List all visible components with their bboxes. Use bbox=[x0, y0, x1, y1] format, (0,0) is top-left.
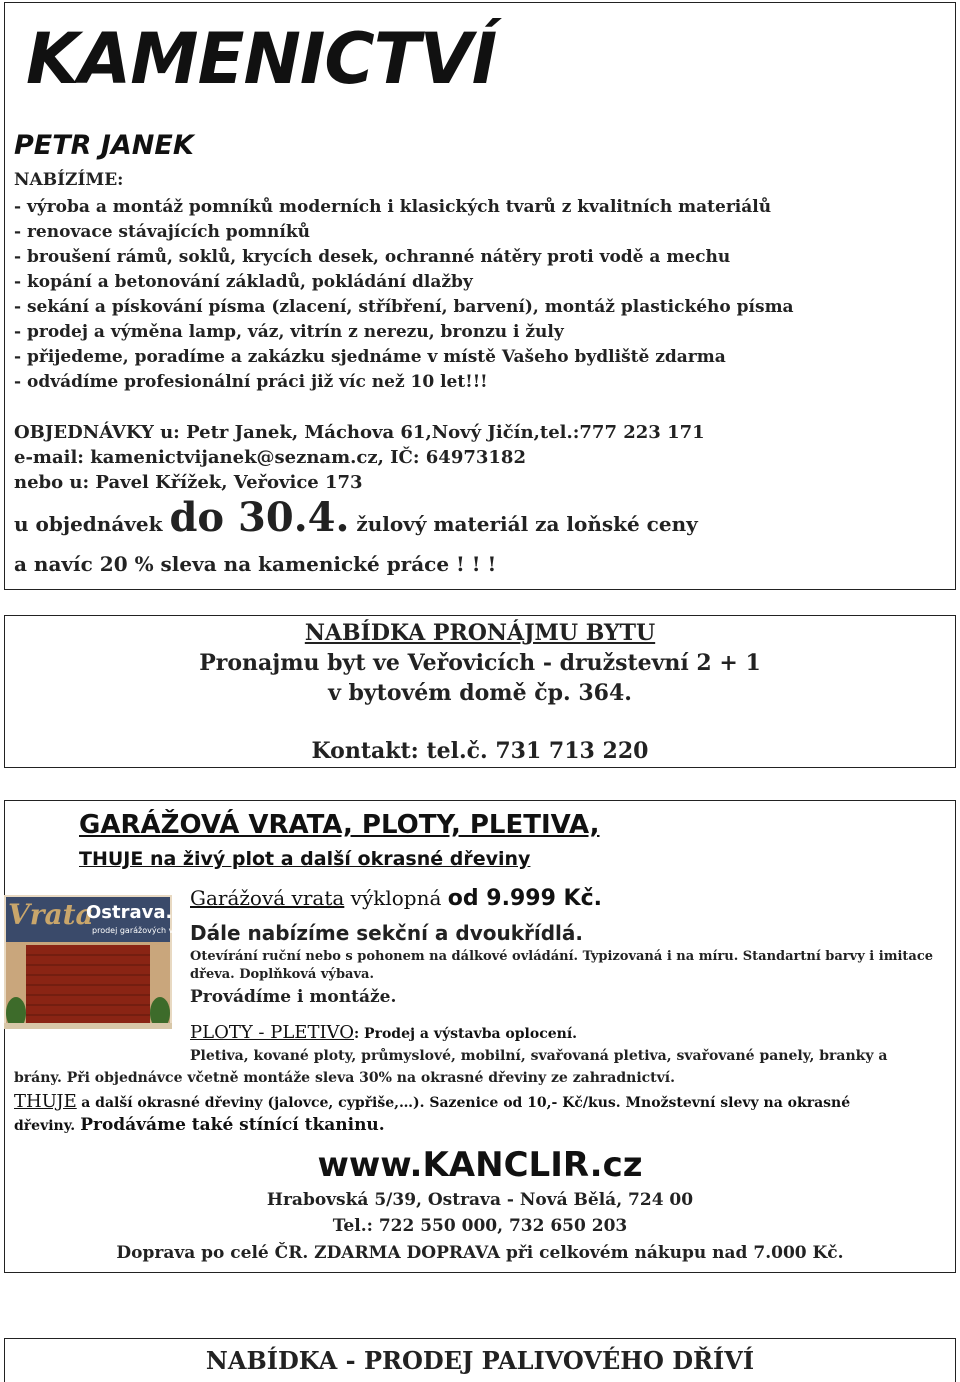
fence-desc-2: brány. Při objednávce včetně montáže sleva 30% na okrasné dřeviny ze zahradnictví. bbox=[14, 1070, 675, 1086]
fence-link[interactable]: PLOTY - PLETIVO bbox=[190, 1022, 354, 1043]
email-contact: e-mail: kamenictvijanek@seznam.cz, IČ: 64973182 bbox=[14, 447, 526, 468]
website-link[interactable]: www.KANCLIR.cz bbox=[317, 1145, 643, 1185]
logo-word: Vrata bbox=[8, 898, 94, 931]
thuje-text: a další okrasné dřeviny (jalovce, cypřiše,…). Sazenice od 10,- Kč/kus. Množstevní slevy na okrasné bbox=[81, 1095, 851, 1111]
gate-link[interactable]: Garážová vrata bbox=[190, 886, 345, 910]
ad-title: KAMENICTVÍ bbox=[26, 18, 497, 100]
service-item: - broušení rámů, soklů, krycích desek, ochranné nátěry proti vodě a mechu bbox=[14, 247, 731, 267]
firewood-heading: NABÍDKA - PRODEJ PALIVOVÉHO DŘÍVÍ bbox=[205, 1346, 755, 1375]
thuje-offer-2 bbox=[14, 1115, 385, 1135]
sectional-offer: Dále nabízíme sekční a dvoukřídlá. bbox=[190, 921, 584, 945]
orders-contact: OBJEDNÁVKY u: Petr Janek, Máchova 61,Nový Jičín,tel.:777 223 171 bbox=[14, 422, 705, 443]
offer-heading: NABÍZÍME: bbox=[14, 170, 124, 190]
alt-contact: nebo u: Pavel Křížek, Veřovice 173 bbox=[14, 472, 363, 493]
garage-phone: Tel.: 722 550 000, 732 650 203 bbox=[332, 1216, 628, 1236]
rental-heading: NABÍDKA PRONÁJMU BYTU bbox=[304, 620, 656, 646]
promo-line bbox=[14, 494, 698, 541]
service-item: - odvádíme profesionální práci již víc než 10 let!!! bbox=[14, 372, 488, 392]
garage-delivery: Doprava po celé ČR. ZDARMA DOPRAVA při celkovém nákupu nad 7.000 Kč. bbox=[116, 1243, 844, 1263]
thuje-link[interactable]: THUJE bbox=[14, 1091, 77, 1112]
promo-prefix: u objednávek bbox=[14, 512, 163, 536]
service-item: - sekání a pískování písma (zlacení, stříbření, barvení), montáž plastického písma bbox=[14, 297, 794, 317]
rental-contact: Kontakt: tel.č. 731 713 220 bbox=[311, 738, 649, 764]
fence-desc-1: Pletiva, kované ploty, průmyslové, mobilní, svařovaná pletiva, svařované panely, branky a bbox=[190, 1048, 888, 1064]
promo-date: do 30.4. bbox=[169, 494, 350, 541]
gate-desc-1: Otevírání ruční nebo s pohonem na dálkové ovládání. Typizovaná i na míru. Standartní barvy i imitace bbox=[190, 949, 934, 964]
thuje-offer bbox=[14, 1091, 850, 1112]
gate-offer bbox=[190, 886, 602, 911]
garage-address: Hrabovská 5/39, Ostrava - Nová Bělá, 724 00 bbox=[266, 1190, 694, 1210]
service-item: - přijedeme, poradíme a zakázku sjednáme v místě Vašeho bydliště zdarma bbox=[14, 347, 726, 367]
shade-offer: Prodáváme také stínící tkaninu. bbox=[80, 1115, 385, 1135]
garage-subheading: THUJE na živý plot a další okrasné dřeviny bbox=[79, 848, 531, 870]
gate-text: výklopná bbox=[350, 886, 442, 910]
promo-suffix: žulový materiál za loňské ceny bbox=[356, 512, 698, 536]
logo-brand: Ostrava.cz bbox=[86, 902, 194, 923]
discount-line: a navíc 20 % sleva na kamenické práce ! ! ! bbox=[14, 552, 497, 576]
service-item: - kopání a betonování základů, pokládání dlažby bbox=[14, 272, 473, 292]
logo-tagline: prodej garážových vrat bbox=[92, 926, 185, 935]
gate-price: od 9.999 Kč. bbox=[447, 886, 602, 911]
owner-name: PETR JANEK bbox=[14, 130, 194, 161]
service-item: - výroba a montáž pomníků moderních i klasických tvarů z kvalitních materiálů bbox=[14, 197, 772, 217]
install-note: Provádíme i montáže. bbox=[190, 987, 397, 1007]
service-item: - prodej a výměna lamp, váz, vitrín z nerezu, bronzu i žuly bbox=[14, 322, 564, 342]
service-item: - renovace stávajících pomníků bbox=[14, 222, 310, 242]
thuje-text-2: dřeviny. bbox=[14, 1118, 76, 1134]
rental-line2: v bytovém domě čp. 364. bbox=[328, 680, 632, 706]
fence-text: : Prodej a výstavba oplocení. bbox=[354, 1026, 578, 1042]
rental-line1: Pronajmu byt ve Veřovicích - družstevní 2 + 1 bbox=[199, 650, 761, 676]
garage-heading: GARÁŽOVÁ VRATA, PLOTY, PLETIVA, bbox=[79, 810, 600, 840]
gate-desc-2: dřeva. Doplňková výbava. bbox=[190, 967, 374, 982]
fence-offer bbox=[190, 1022, 577, 1043]
